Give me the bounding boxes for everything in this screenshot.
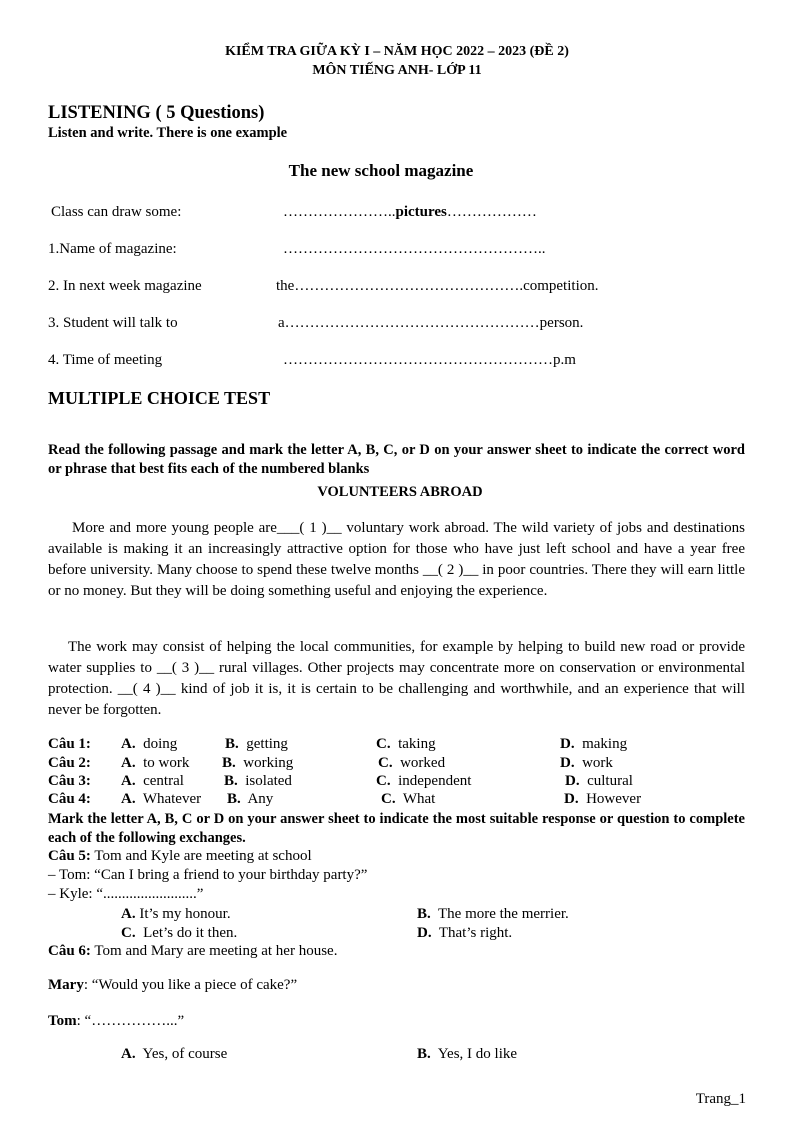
q5-option-d[interactable]: D. That’s right. [417,925,513,941]
question-4-option-c[interactable]: C. What [381,791,436,807]
question-4-option-d[interactable]: D. However [564,791,642,807]
question-4-option-a[interactable]: A. Whatever [121,791,202,807]
page-number: Trang_1 [695,1091,746,1107]
exam-subtitle: MÔN TIẾNG ANH- LỚP 11 [312,63,482,78]
question-3-label: Câu 3: [48,773,91,789]
item-4-label: 4. Time of meeting [48,352,163,368]
listening-instruction: Listen and write. There is one example [48,125,288,141]
q5-option-c[interactable]: C. Let’s do it then. [121,925,238,941]
q5-kyle-line: – Kyle: “.........................” [48,886,204,902]
question-5: Câu 5: Tom and Kyle are meeting at school [48,848,312,864]
passage-paragraph-2: The work may consist of helping the local communities, for example by helping to build new road or provide water supplies to __( 3 )__ rural villages. Other projects may concentrate more on conservation or environmental protection. __( 4 )__ kind of job it is, it is certain to be challenging and worthwhile, and an experience that will never be forgotten. [48,639,745,718]
question-2-option-a[interactable]: A. to work [121,755,190,771]
question-2-option-c[interactable]: C. worked [378,755,446,771]
question-1-option-a[interactable]: A. doing [121,736,178,752]
exchange-instruction: Mark the letter A, B, C or D on your answer sheet to indicate the most suitable response or question to complete each of the following exchanges. [48,811,745,846]
example-answer-line: …………………..pictures……………… [283,204,537,220]
mcq-heading: MULTIPLE CHOICE TEST [48,388,271,408]
passage-title: VOLUNTEERS ABROAD [317,484,483,500]
question-1-option-b[interactable]: B. getting [225,736,288,752]
q6-option-a[interactable]: A. Yes, of course [121,1046,228,1062]
mcq-instruction: Read the following passage and mark the letter A, B, C, or D on your answer sheet to indicate the correct word or phrase that best fits each of the numbered blanks [48,442,745,477]
question-4-option-b[interactable]: B. Any [227,791,274,807]
question-3-option-a[interactable]: A. central [121,773,184,789]
question-2-option-b[interactable]: B. working [222,755,294,771]
passage-paragraph-1: More and more young people are___( 1 )__ voluntary work abroad. The wild variety of jobs and destinations available is making it an increasingly attractive option for those who have just left school and have a year free before university. Many choose to spend these twelve months __( 2 )__ in poor countries. There they will earn little or no money. But they will be doing something useful and enjoying the experience. [48,520,745,599]
question-4-label: Câu 4: [48,791,91,807]
item-2-label: 2. In next week magazine [48,278,202,294]
q5-tom-line: – Tom: “Can I bring a friend to your birthday party?” [48,867,368,883]
question-1-option-c[interactable]: C. taking [376,736,436,752]
question-2-label: Câu 2: [48,755,91,771]
listening-heading: LISTENING ( 5 Questions) [48,103,265,123]
question-3-option-c[interactable]: C. independent [376,773,472,789]
question-3-option-d[interactable]: D. cultural [565,773,633,789]
q5-option-b[interactable]: B. The more the merrier. [417,906,569,922]
example-label: Class can draw some: [51,204,182,220]
q6-mary-line: Mary: “Would you like a piece of cake?” [48,977,298,993]
exam-title: KIỂM TRA GIỮA KỲ I – NĂM HỌC 2022 – 2023 (ĐỀ 2) [225,44,569,59]
q6-tom-line: Tom: “……………...” [48,1013,185,1029]
q6-option-b[interactable]: B. Yes, I do like [417,1046,518,1062]
example-answer: pictures [395,204,447,220]
question-3-option-b[interactable]: B. isolated [224,773,292,789]
item-4-blank: ………………………………………………p.m [283,352,576,368]
item-3-blank: a……………………………………………person. [278,315,584,331]
magazine-title: The new school magazine [288,161,474,180]
question-6: Câu 6: Tom and Mary are meeting at her house. [48,943,338,959]
item-2-blank: the……………………………………….competition. [276,278,599,294]
item-1-label: 1.Name of magazine: [48,241,177,257]
item-3-label: 3. Student will talk to [48,315,178,331]
item-1-blank: …………………………………………….. [283,241,546,257]
question-2-option-d[interactable]: D. work [560,755,613,771]
question-1-label: Câu 1: [48,736,91,752]
question-1-option-d[interactable]: D. making [560,736,628,752]
q5-option-a[interactable]: A. It’s my honour. [121,906,231,922]
